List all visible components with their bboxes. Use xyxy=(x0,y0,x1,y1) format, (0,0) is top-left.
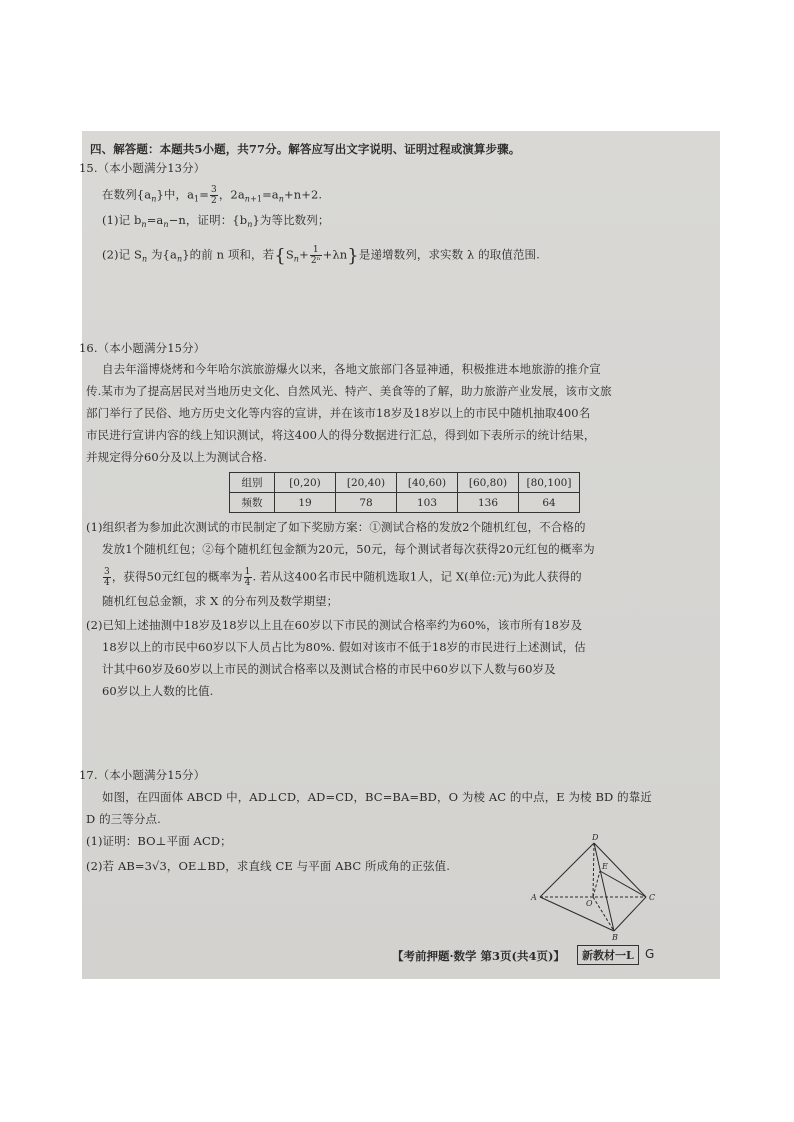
table-cell: [60,80) xyxy=(458,473,519,493)
vertex-label-a: A xyxy=(531,893,537,902)
exam-page xyxy=(79,131,720,979)
table-cell: 19 xyxy=(275,493,336,513)
table-header-cell: 频数 xyxy=(230,493,275,513)
q16-sub2-line: 60岁以上人数的比值. xyxy=(102,684,214,698)
table-cell: 78 xyxy=(336,493,397,513)
vertex-label-d: D xyxy=(592,833,599,842)
tetrahedron-figure xyxy=(528,831,663,941)
table-cell: [40,60) xyxy=(397,473,458,493)
page-footer: 【考前押题·数学 第3页(共4页)】 xyxy=(392,949,565,963)
q16-title: 16.（本小题满分15分） xyxy=(79,341,206,355)
table-cell: 103 xyxy=(397,493,458,513)
version-letter: G xyxy=(645,947,655,961)
segment-do xyxy=(593,843,594,897)
edge-bc xyxy=(614,897,646,931)
edge-ab xyxy=(540,897,614,931)
q17-line: D 的三等分点. xyxy=(86,812,161,826)
q17-line: 如图，在四面体 ABCD 中，AD⊥CD，AD=CD，BC=BA=BD，O 为棱 AC 的中点，E 为棱 BD 的靠近 xyxy=(102,790,652,804)
q16-para-line: 自去年淄博烧烤和今年哈尔滨旅游爆火以来，各地文旅部门各显神通，积极推进本地旅游的推介宣 xyxy=(102,362,601,376)
q17-line: (1)证明：BO⊥平面 ACD； xyxy=(86,834,232,848)
q15-part1: (1)记 $b_n=a_n-n$，证明：$\{b_n\}$为等比数列； xyxy=(102,213,330,229)
q17-line: (2)若 AB=3√3，OE⊥BD，求直线 CE 与平面 ABC 所成角的正弦值. xyxy=(86,859,450,873)
q16-para-line: 市民进行宣讲内容的线上知识测试，将这400人的得分数据进行汇总，得到如下表所示的统计结果， xyxy=(86,428,596,442)
edge-ad xyxy=(540,843,594,897)
table-cell: [0,20) xyxy=(275,473,336,493)
q16-sub2-line: 计其中60岁及60岁以上市民的测试合格率以及测试合格的市民中60岁以下人数与60岁及 xyxy=(102,662,556,676)
table-cell: 136 xyxy=(458,493,519,513)
q16-sub1-line: $\frac{3}{4}$ ，获得50元红包的概率为 $\frac{1}{4}$ . 若从这400名市民中随机选取1人，记 X(单位:元)为此人获得的 xyxy=(104,567,582,588)
segment-oe xyxy=(593,871,600,897)
q16-para-line: 部门举行了民俗、地方历史文化等内容的宣讲，并在该市18岁及18岁以上的市民中随机抽取400名 xyxy=(86,406,591,420)
q16-sub1-line: 发放1个随机红包；②每个随机红包金额为20元，50元，每个测试者每次获得20元红包的概率为 xyxy=(102,542,595,556)
q16-sub1-line: 随机红包总金额，求 X 的分布列及数学期望； xyxy=(102,594,339,608)
q15-part2: (2)记 $S_n$ 为$\{a_n\}$的前 n 项和，若{$S_n+$ $\frac{1}{\text{2ⁿ}}$ +λn}是递增数列，求实数 λ 的取值范围. xyxy=(102,245,540,267)
table-header-cell: 组别 xyxy=(230,473,275,493)
section-header: 四、解答题：本题共5小题，共77分。解答应写出文字说明、证明过程或演算步骤。 xyxy=(90,142,521,156)
table-cell: 64 xyxy=(519,493,580,513)
table-cell: [80,100] xyxy=(519,473,580,493)
q15-title: 15.（本小题满分13分） xyxy=(79,161,206,175)
table-row xyxy=(230,473,580,493)
segment-ec xyxy=(600,871,646,897)
q16-para-line: 传.某市为了提高居民对当地历史文化、自然风光、特产、美食等的了解，助力旅游产业发展，该市文旅 xyxy=(86,384,612,398)
q15-statement: 在数列$\{a_n\}$中，$a_1=$ $\frac{3}{2}$ ，$2a_{n+1}=a_n+n+2$. xyxy=(102,185,323,206)
edge-db xyxy=(594,843,614,931)
q16-sub1-line: (1)组织者为参加此次测试的市民制定了如下奖励方案：①测试合格的发放2个随机红包，不合格的 xyxy=(86,520,586,534)
point-label-e: E xyxy=(602,862,608,871)
q16-para-line: 并规定得分60分及以上为测试合格. xyxy=(86,450,267,464)
q16-sub2-line: 18岁以上的市民中60岁以下人员占比为80%. 假如对该市不低于18岁的市民进行上述测试，估 xyxy=(102,640,586,654)
edition-badge: 新教材一L xyxy=(577,945,639,965)
q16-sub2-line: (2)已知上述抽测中18岁及18岁以上且在60岁以下市民的测试合格率约为60%，该市所有18岁及 xyxy=(86,618,583,632)
q17-title: 17.（本小题满分15分） xyxy=(79,768,206,782)
table-cell: [20,40) xyxy=(336,473,397,493)
point-label-o: O xyxy=(586,899,593,908)
frequency-table xyxy=(229,472,580,513)
vertex-label-b: B xyxy=(612,933,618,941)
table-row xyxy=(230,493,580,513)
vertex-label-c: C xyxy=(649,893,656,902)
